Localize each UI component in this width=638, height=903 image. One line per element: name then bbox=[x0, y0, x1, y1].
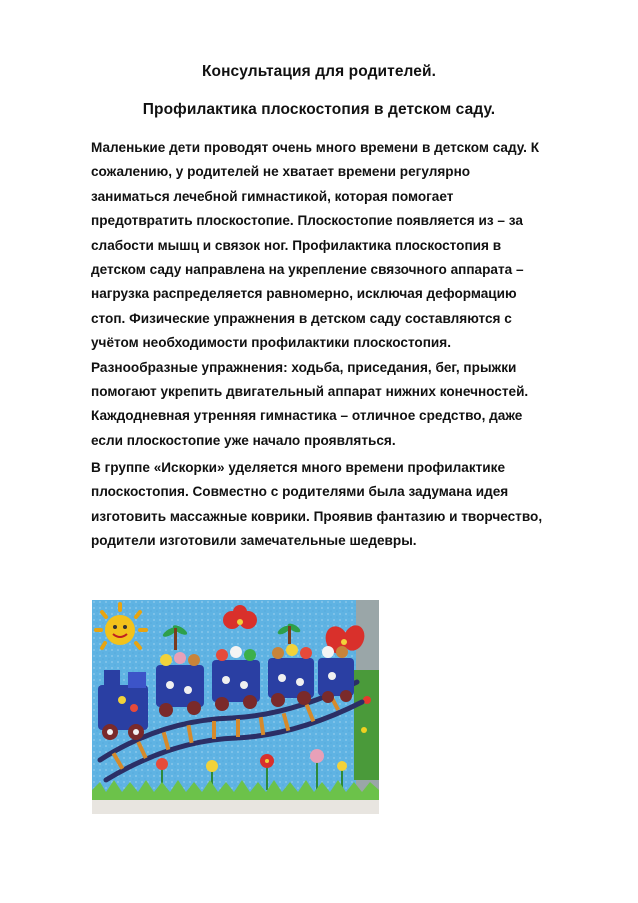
paragraph-line: стоп. Физические упражнения в детском саду составляются с bbox=[91, 310, 512, 326]
paragraph-line: В группе «Искорки» уделяется много времени профилактике bbox=[91, 460, 506, 475]
paragraph-intro bbox=[91, 136, 591, 453]
paragraph-line: сожалению, у родителей не хватает времени регулярно bbox=[91, 164, 471, 180]
paragraph-line: детском саду направлена на укрепление связочного аппарата – bbox=[91, 262, 524, 278]
paragraph-line: Маленькие дети проводят очень много времени в детском саду. К bbox=[91, 140, 540, 155]
paragraph-line: родители изготовили замечательные шедевры. bbox=[91, 533, 417, 549]
paragraph-group bbox=[91, 456, 591, 554]
paragraph-line: предотвратить плоскостопие. Плоскостопие появляется из – за bbox=[91, 213, 523, 229]
paragraph-line: слабости мышц и связок ног. Профилактика плоскостопия в bbox=[91, 237, 502, 253]
paragraph-line: заниматься лечебной гимнастикой, которая помогает bbox=[91, 188, 454, 204]
paragraph-line: нагрузка распределяется равномерно, исключая деформацию bbox=[91, 286, 517, 302]
page-subtitle: Профилактика плоскостопия в детском саду. bbox=[142, 101, 496, 118]
paragraph-line: помогают укрепить двигательный аппарат нижних конечностей. bbox=[91, 384, 529, 400]
paragraph-line: плоскостопия. Совместно с родителями была задумана идея bbox=[91, 484, 509, 500]
paragraph-line: Каждодневная утренняя гимнастика – отличное средство, даже bbox=[91, 408, 523, 424]
page-title: Консультация для родителей. bbox=[201, 63, 437, 80]
massage-mat-photo bbox=[92, 600, 379, 814]
paragraph-line: если плоскостопие уже начало проявляться. bbox=[91, 432, 396, 448]
paragraph-line: учётом необходимости профилактики плоскостопия. bbox=[91, 335, 452, 351]
paragraph-line: изготовить массажные коврики. Проявив фантазию и творчество, bbox=[91, 508, 543, 524]
paragraph-line: Разнообразные упражнения: ходьба, приседания, бег, прыжки bbox=[91, 359, 517, 375]
